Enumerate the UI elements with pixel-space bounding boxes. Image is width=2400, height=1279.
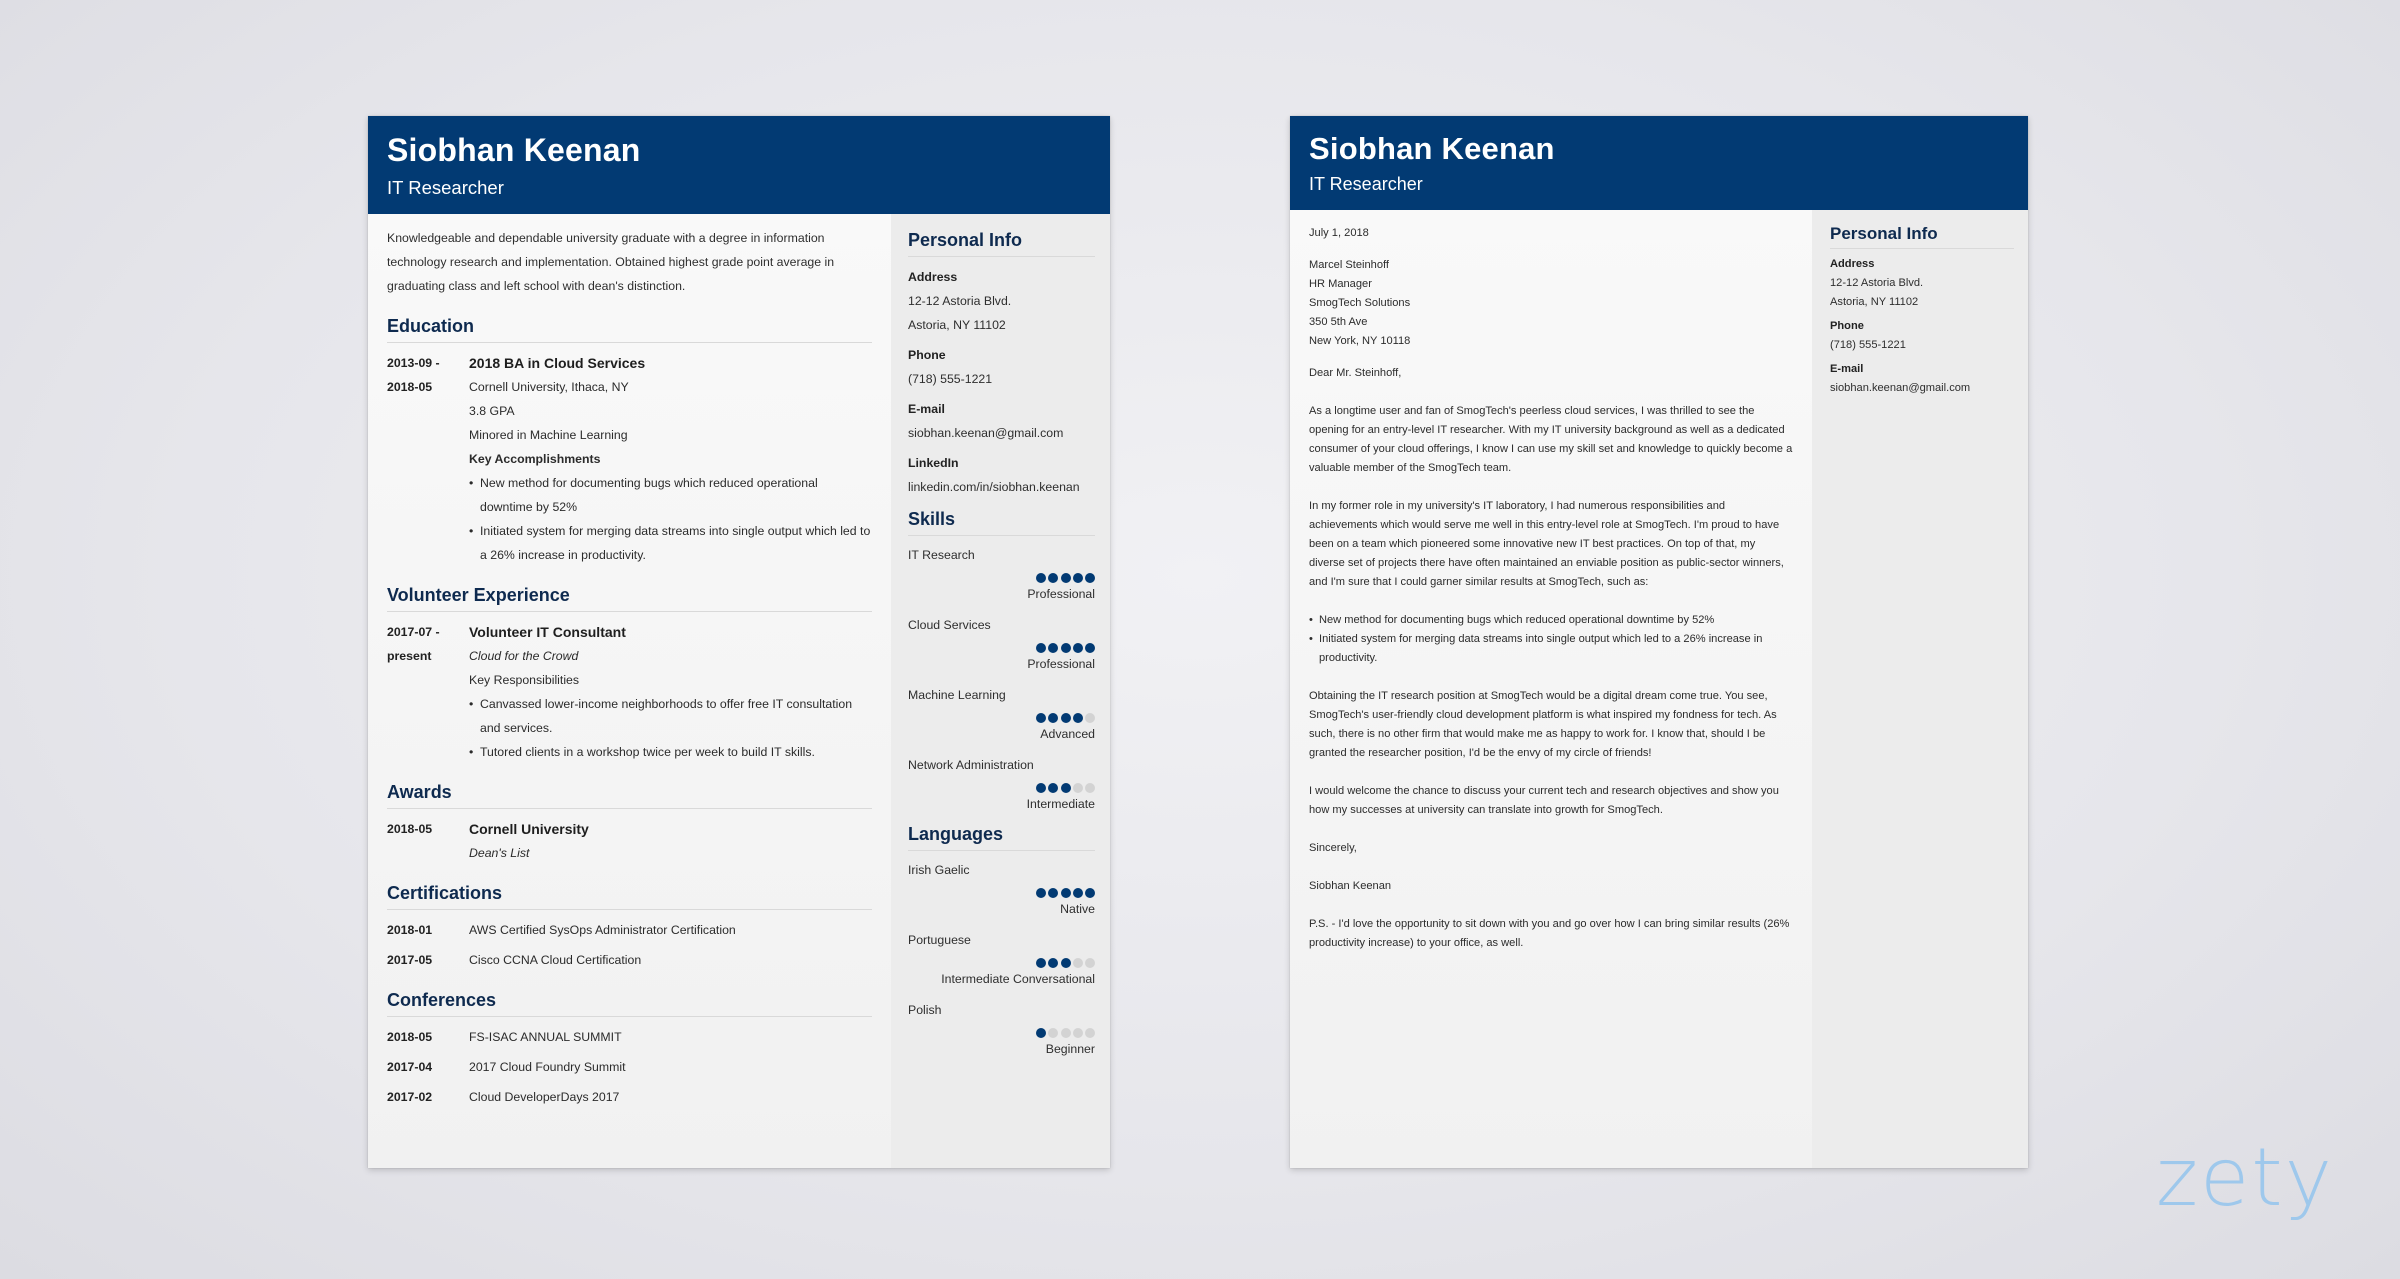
filled-dot-icon <box>1036 783 1046 793</box>
empty-dot-icon <box>1085 1028 1095 1038</box>
award-detail: Dean's List <box>469 846 530 860</box>
cover-letter-document <box>1290 116 2028 1168</box>
rating-item-name: Irish Gaelic <box>908 863 970 877</box>
email-label: E-mail <box>908 402 945 416</box>
rating-level: Advanced <box>1040 727 1095 741</box>
rating-dots-icon <box>908 640 1095 654</box>
email-value: siobhan.keenan@gmail.com <box>1830 382 1971 394</box>
award-entry <box>387 817 872 865</box>
filled-dot-icon <box>1073 643 1083 653</box>
conferences-heading: Conferences <box>387 990 872 1017</box>
rating-level: Professional <box>1027 657 1095 671</box>
list-item: • Canvassed lower-income neighborhoods to offer free IT consultation and services. <box>469 692 872 740</box>
filled-dot-icon <box>1036 573 1046 583</box>
filled-dot-icon <box>1061 783 1071 793</box>
achievements-list <box>1309 611 1793 668</box>
rating-item <box>908 999 1095 1059</box>
empty-dot-icon <box>1073 783 1083 793</box>
rating-dots-icon <box>908 780 1095 794</box>
conference-entry <box>387 1025 872 1049</box>
linkedin-label: LinkedIn <box>908 456 959 470</box>
skills-list <box>908 544 1095 814</box>
rating-item <box>908 614 1095 674</box>
closing: Sincerely, <box>1309 842 1357 854</box>
filled-dot-icon <box>1073 573 1083 583</box>
cover-letter-sidebar <box>1812 210 2028 1168</box>
skills-heading: Skills <box>908 509 1095 536</box>
cert-date: 2017-05 <box>387 953 433 967</box>
resume-summary: Knowledgeable and dependable university graduate with a degree in information technology research and implementation. Obtained highest grade point average in graduating class and left school with dean's distinction. <box>387 231 835 293</box>
rating-dots-icon <box>908 710 1095 724</box>
paragraph: As a longtime user and fan of SmogTech's peerless cloud services, I was thrilled to see the opening for an entry-level IT researcher. With my IT university background as well as a dedicated consumer of your cloud offerings, I know I can use my skill set and knowledge to quickly become a valuable member of the SmogTech team. <box>1309 405 1793 474</box>
date-start: 2017-07 - <box>387 625 440 639</box>
paragraph: In my former role in my university's IT laboratory, I had numerous responsibilities and achievements which would serve me well in this entry-level role at SmogTech. I'm proud to have been on a team which pioneered some innovative new IT best practices. On top of that, my diverse set of projects there have often maintained an enviable position as public-sector winners, and I'm sure that I could garner similar results at SmogTech, such as: <box>1309 500 1784 588</box>
languages-list <box>908 859 1095 1059</box>
rating-item <box>908 859 1095 919</box>
rating-item-name: Cloud Services <box>908 618 991 632</box>
salutation: Dear Mr. Steinhoff, <box>1309 367 1402 379</box>
rating-item <box>908 544 1095 604</box>
list-item: • Initiated system for merging data streams into single output which led to a 26% increase in productivity. <box>469 519 872 567</box>
rating-level: Native <box>1060 902 1095 916</box>
rating-level: Beginner <box>1045 1042 1095 1056</box>
personal-info-heading: Personal Info <box>1830 224 2014 249</box>
empty-dot-icon <box>1085 783 1095 793</box>
conf-date: 2018-05 <box>387 1030 433 1044</box>
resume-name: Siobhan Keenan <box>387 132 641 168</box>
email-block <box>908 397 1095 445</box>
list-item: • New method for documenting bugs which reduced operational downtime by 52% <box>1309 611 1793 630</box>
recipient-block <box>1309 256 1793 351</box>
cover-letter-job-title: IT Researcher <box>1309 174 1423 194</box>
signature: Siobhan Keenan <box>1309 880 1392 892</box>
languages-heading: Languages <box>908 824 1095 851</box>
list-item: • Tutored clients in a workshop twice per week to build IT skills. <box>469 740 872 764</box>
address-label: Address <box>908 270 958 284</box>
list-item: • Initiated system for merging data streams into single output which led to a 26% increase in productivity. <box>1309 630 1793 668</box>
conf-name: 2017 Cloud Foundry Summit <box>469 1060 626 1074</box>
education-entry <box>387 351 872 567</box>
rating-level: Professional <box>1027 587 1095 601</box>
phone-block <box>908 343 1095 391</box>
rating-item <box>908 929 1095 989</box>
resume-job-title: IT Researcher <box>387 177 504 198</box>
conf-date: 2017-02 <box>387 1090 433 1104</box>
postscript: P.S. - I'd love the opportunity to sit down with you and go over how I can bring similar results (26% productivity increase) to your office, as well. <box>1309 918 1790 949</box>
filled-dot-icon <box>1048 958 1058 968</box>
minor: Minored in Machine Learning <box>469 428 628 442</box>
filled-dot-icon <box>1048 573 1058 583</box>
recipient-title: HR Manager <box>1309 278 1372 290</box>
rating-item-name: Polish <box>908 1003 942 1017</box>
linkedin-block <box>908 451 1095 499</box>
rating-item-name: IT Research <box>908 548 975 562</box>
volunteer-org: Cloud for the Crowd <box>469 649 579 663</box>
rating-dots-icon <box>908 1025 1095 1039</box>
degree: 2018 BA in Cloud Services <box>469 355 646 371</box>
filled-dot-icon <box>1036 958 1046 968</box>
filled-dot-icon <box>1048 643 1058 653</box>
certification-entry <box>387 948 872 972</box>
filled-dot-icon <box>1073 888 1083 898</box>
cover-letter-header <box>1290 116 2028 210</box>
personal-info-heading: Personal Info <box>908 230 1095 257</box>
address-line2: Astoria, NY 11102 <box>1830 296 1919 308</box>
address-label: Address <box>1830 258 1875 270</box>
empty-dot-icon <box>1085 713 1095 723</box>
cert-name: Cisco CCNA Cloud Certification <box>469 953 642 967</box>
filled-dot-icon <box>1061 958 1071 968</box>
address-line2: Astoria, NY 11102 <box>908 318 1006 332</box>
filled-dot-icon <box>1036 1028 1046 1038</box>
resume-main-column <box>368 214 891 1168</box>
rating-item-name: Network Administration <box>908 758 1034 772</box>
education-dates <box>387 351 469 567</box>
volunteer-dates <box>387 620 469 764</box>
volunteer-role: Volunteer IT Consultant <box>469 624 626 640</box>
cert-date: 2018-01 <box>387 923 433 937</box>
empty-dot-icon <box>1048 1028 1058 1038</box>
rating-level: Intermediate Conversational <box>941 972 1095 986</box>
phone-value: (718) 555-1221 <box>908 372 993 386</box>
phone-block <box>1830 317 2014 355</box>
recipient-name: Marcel Steinhoff <box>1309 259 1389 271</box>
filled-dot-icon <box>1036 643 1046 653</box>
address-line1: 12-12 Astoria Blvd. <box>908 294 1012 308</box>
paragraph: Obtaining the IT research position at SmogTech would be a digital dream come true. You see, SmogTech's user-friendly cloud development platform is what inspired my fondness for tech. As such, there is no other firm that would make me as happy to work for. I know that, should I be granted the researcher position, I'd be the envy of my circle of friends! <box>1309 690 1777 759</box>
school: Cornell University, Ithaca, NY <box>469 380 629 394</box>
awards-heading: Awards <box>387 782 872 809</box>
recipient-city: New York, NY 10118 <box>1309 335 1411 347</box>
phone-value: (718) 555-1221 <box>1830 339 1906 351</box>
zety-logo: zety <box>2156 1131 2334 1224</box>
filled-dot-icon <box>1048 888 1058 898</box>
award-name: Cornell University <box>469 821 589 837</box>
cert-name: AWS Certified SysOps Administrator Certification <box>469 923 736 937</box>
filled-dot-icon <box>1048 783 1058 793</box>
filled-dot-icon <box>1061 888 1071 898</box>
empty-dot-icon <box>1085 958 1095 968</box>
certifications-heading: Certifications <box>387 883 872 910</box>
resume-header <box>368 116 1110 214</box>
filled-dot-icon <box>1036 713 1046 723</box>
rating-level: Intermediate <box>1026 797 1095 811</box>
resume-document <box>368 116 1110 1168</box>
linkedin-value: linkedin.com/in/siobhan.keenan <box>908 480 1080 494</box>
filled-dot-icon <box>1085 888 1095 898</box>
filled-dot-icon <box>1061 573 1071 583</box>
rating-dots-icon <box>908 885 1095 899</box>
rating-item <box>908 684 1095 744</box>
conf-name: FS-ISAC ANNUAL SUMMIT <box>469 1030 622 1044</box>
empty-dot-icon <box>1073 1028 1083 1038</box>
email-block <box>1830 360 2014 398</box>
address-line1: 12-12 Astoria Blvd. <box>1830 277 1924 289</box>
filled-dot-icon <box>1085 643 1095 653</box>
address-block <box>908 265 1095 337</box>
paragraph: I would welcome the chance to discuss your current tech and research objectives and show you how my successes at university can translate into growth for SmogTech. <box>1309 785 1779 816</box>
rating-item-name: Machine Learning <box>908 688 1006 702</box>
conference-entry <box>387 1055 872 1079</box>
education-heading: Education <box>387 316 872 343</box>
list-item: • New method for documenting bugs which reduced operational downtime by 52% <box>469 471 872 519</box>
filled-dot-icon <box>1061 713 1071 723</box>
address-block <box>1830 255 2014 312</box>
empty-dot-icon <box>1061 1028 1071 1038</box>
volunteer-heading: Volunteer Experience <box>387 585 872 612</box>
rating-dots-icon <box>908 570 1095 584</box>
filled-dot-icon <box>1048 713 1058 723</box>
responsibilities-label: Key Responsibilities <box>469 673 580 687</box>
award-date: 2018-05 <box>387 822 433 836</box>
phone-label: Phone <box>908 348 946 362</box>
phone-label: Phone <box>1830 320 1864 332</box>
empty-dot-icon <box>1073 958 1083 968</box>
certification-entry <box>387 918 872 942</box>
conference-entry <box>387 1085 872 1109</box>
rating-dots-icon <box>908 955 1095 969</box>
date-start: 2013-09 - <box>387 356 440 370</box>
date-end: 2018-05 <box>387 380 433 394</box>
filled-dot-icon <box>1073 713 1083 723</box>
email-label: E-mail <box>1830 363 1864 375</box>
gpa: 3.8 GPA <box>469 404 515 418</box>
filled-dot-icon <box>1085 573 1095 583</box>
rating-item-name: Portuguese <box>908 933 971 947</box>
rating-item <box>908 754 1095 814</box>
filled-dot-icon <box>1061 643 1071 653</box>
conf-name: Cloud DeveloperDays 2017 <box>469 1090 620 1104</box>
recipient-company: SmogTech Solutions <box>1309 297 1411 309</box>
cover-letter-name: Siobhan Keenan <box>1309 131 1555 166</box>
resume-sidebar <box>891 214 1110 1168</box>
accomplishments-label: Key Accomplishments <box>469 452 601 466</box>
volunteer-entry <box>387 620 872 764</box>
accomplishments-list <box>469 471 872 567</box>
responsibilities-list <box>469 692 872 764</box>
email-value: siobhan.keenan@gmail.com <box>908 426 1064 440</box>
date-end: present <box>387 649 432 663</box>
recipient-street: 350 5th Ave <box>1309 316 1368 328</box>
letter-date: July 1, 2018 <box>1309 227 1369 239</box>
conf-date: 2017-04 <box>387 1060 433 1074</box>
cover-letter-body <box>1290 210 1812 1168</box>
filled-dot-icon <box>1036 888 1046 898</box>
